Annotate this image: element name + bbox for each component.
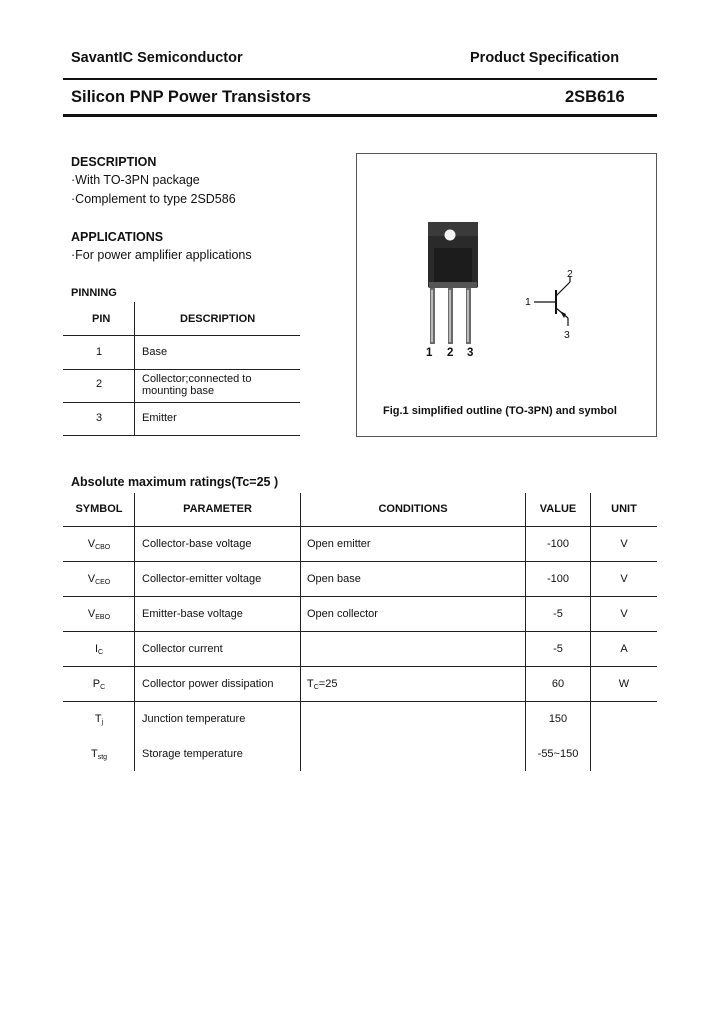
pinning-pin-description: Collector;connected to <box>142 373 252 385</box>
pinning-pin-description-line2: mounting base <box>142 385 215 397</box>
ratings-value: -5 <box>553 643 563 655</box>
part-number: 2SB616 <box>565 88 625 106</box>
ratings-value: -5 <box>553 608 563 620</box>
symbol-collector-label: 2 <box>567 268 573 280</box>
ratings-symbol: $T_{stg}$ <box>90 748 108 761</box>
lead-label: 3 <box>467 347 474 359</box>
ratings-symbol: $T_j$ <box>94 713 104 726</box>
ratings-row-rule <box>63 666 657 667</box>
ratings-unit: V <box>620 608 628 620</box>
pinning-header-pin: PIN <box>92 313 111 325</box>
ratings-header-parameter: PARAMETER <box>183 503 252 515</box>
ratings-parameter: Storage temperature <box>142 748 243 760</box>
ratings-symbol: $I_C$ <box>94 643 104 656</box>
ratings-row-rule <box>63 596 657 597</box>
ratings-parameter: Junction temperature <box>142 713 246 725</box>
ratings-parameter: Collector-emitter voltage <box>142 573 262 585</box>
to3pn-package-outline <box>420 218 490 348</box>
ratings-condition: Open collector <box>307 608 378 620</box>
description-item: ·With TO-3PN package <box>71 173 200 187</box>
ratings-symbol: $V_{CEO}$ <box>87 573 111 586</box>
ratings-value: 150 <box>548 713 568 725</box>
ratings-unit: W <box>618 678 630 690</box>
ratings-row-rule <box>63 631 657 632</box>
ratings-unit: V <box>620 573 628 585</box>
symbol-base-label: 1 <box>525 296 531 308</box>
figure-caption: Fig.1 simplified outline (TO-3PN) and symbol <box>383 405 617 417</box>
ratings-value: -100 <box>546 573 570 585</box>
pinning-pin-description: Base <box>142 346 168 358</box>
ratings-header-unit: UNIT <box>611 503 637 515</box>
description-heading: DESCRIPTION <box>71 155 157 169</box>
ratings-unit: A <box>620 643 628 655</box>
ratings-row-rule <box>63 701 657 702</box>
pinning-pin-number: 2 <box>96 378 103 390</box>
ratings-condition: Open base <box>307 573 361 585</box>
ratings-symbol: $P_C$ <box>92 678 106 691</box>
ratings-condition: Open emitter <box>307 538 371 550</box>
ratings-parameter: Collector-base voltage <box>142 538 252 550</box>
applications-item: ·For power amplifier applications <box>71 248 252 262</box>
ratings-header-conditions: CONDITIONS <box>378 503 448 515</box>
product-line-title: Silicon PNP Power Transistors <box>71 88 311 106</box>
document-type: Product Specification <box>470 50 620 66</box>
ratings-value: -100 <box>546 538 570 550</box>
lead-label: 1 <box>426 347 433 359</box>
ratings-column-divider <box>590 493 591 771</box>
ratings-heading: Absolute maximum ratings(Tc=25 ) <box>71 475 279 489</box>
ratings-column-divider <box>525 493 526 771</box>
pinning-pin-description: Emitter <box>142 412 177 424</box>
applications-heading: APPLICATIONS <box>71 230 164 244</box>
ratings-column-divider <box>134 493 135 771</box>
ratings-column-divider <box>300 493 301 771</box>
description-item: ·Complement to type 2SD586 <box>71 192 236 206</box>
ratings-value: 60 <box>551 678 565 690</box>
ratings-parameter: Emitter-base voltage <box>142 608 243 620</box>
header-rule-bottom <box>63 114 657 117</box>
ratings-header-value: VALUE <box>539 503 577 515</box>
pinning-header-description: DESCRIPTION <box>180 313 256 325</box>
ratings-header-rule <box>63 526 657 527</box>
pinning-row-rule <box>63 402 300 403</box>
ratings-unit: V <box>620 538 628 550</box>
ratings-row-rule <box>63 561 657 562</box>
ratings-parameter: Collector power dissipation <box>142 678 274 690</box>
figure-box <box>356 153 657 437</box>
pinning-bottom-rule <box>63 435 300 436</box>
lead-label: 2 <box>447 347 454 359</box>
symbol-emitter-label: 3 <box>564 329 570 341</box>
pinning-header-rule <box>63 335 300 336</box>
pinning-heading: PINNING <box>71 287 117 299</box>
company-name: SavantIC Semiconductor <box>71 50 243 66</box>
ratings-symbol: $V_{EBO}$ <box>87 608 111 621</box>
pinning-row-rule <box>63 369 300 370</box>
header-rule-top <box>63 78 657 80</box>
ratings-header-symbol: SYMBOL <box>75 503 123 515</box>
pinning-pin-number: 3 <box>96 412 103 424</box>
ratings-symbol: $V_{CBO}$ <box>87 538 111 551</box>
ratings-parameter: Collector current <box>142 643 223 655</box>
pinning-pin-number: 1 <box>96 346 103 358</box>
ratings-condition: $T_C=25$ <box>307 678 338 691</box>
ratings-value: -55~150 <box>537 748 579 760</box>
